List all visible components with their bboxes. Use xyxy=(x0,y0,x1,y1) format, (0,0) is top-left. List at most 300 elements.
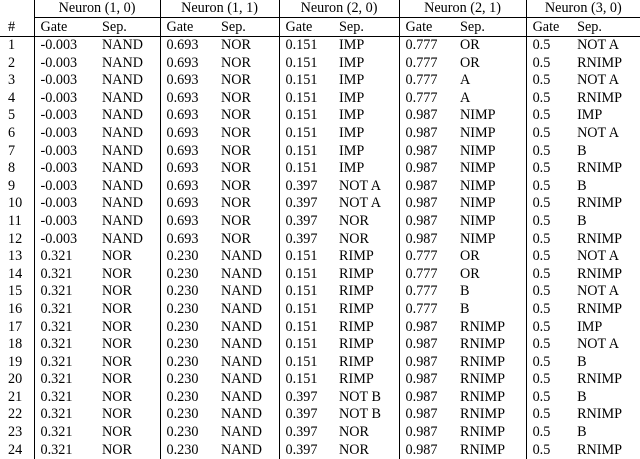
header-spacer xyxy=(0,0,34,18)
gate-value-cell: 0.987 xyxy=(399,143,454,161)
sep-value-cell: RNIMP xyxy=(571,231,640,249)
sep-value-cell: NOR xyxy=(96,248,160,266)
gate-value-cell: 0.230 xyxy=(160,424,215,442)
sep-value-cell: NAND xyxy=(96,231,160,249)
sep-value-cell: IMP xyxy=(571,107,640,125)
gate-value-cell: 0.5 xyxy=(526,266,571,284)
sep-value-cell: NOR xyxy=(333,231,399,249)
sep-value-cell: NOR xyxy=(215,143,279,161)
gate-value-cell: -0.003 xyxy=(34,178,96,196)
row-number-cell: 24 xyxy=(0,442,34,459)
gate-value-cell: 0.987 xyxy=(399,319,454,337)
gate-value-cell: 0.230 xyxy=(160,301,215,319)
gate-value-cell: 0.987 xyxy=(399,371,454,389)
sep-value-cell: RNIMP xyxy=(454,424,526,442)
table-row xyxy=(0,72,640,90)
sep-value-cell: NIMP xyxy=(454,160,526,178)
gate-value-cell: 0.230 xyxy=(160,319,215,337)
gate-value-cell: -0.003 xyxy=(34,37,96,55)
gate-value-cell: 0.151 xyxy=(279,143,333,161)
sep-value-cell: NOT B xyxy=(333,406,399,424)
gate-value-cell: 0.987 xyxy=(399,107,454,125)
sep-value-cell: NAND xyxy=(215,319,279,337)
gate-value-cell: 0.987 xyxy=(399,231,454,249)
gate-header: Gate xyxy=(526,18,571,37)
row-number-cell: 16 xyxy=(0,301,34,319)
row-number-cell: 13 xyxy=(0,248,34,266)
sep-value-cell: B xyxy=(571,389,640,407)
table-row xyxy=(0,354,640,372)
gate-value-cell: 0.151 xyxy=(279,266,333,284)
gate-value-cell: 0.777 xyxy=(399,37,454,55)
sep-value-cell: NAND xyxy=(215,301,279,319)
sep-value-cell: NOT A xyxy=(571,283,640,301)
sep-value-cell: IMP xyxy=(571,319,640,337)
sep-value-cell: NOR xyxy=(96,301,160,319)
gate-value-cell: 0.987 xyxy=(399,389,454,407)
gate-value-cell: 0.693 xyxy=(160,213,215,231)
sep-value-cell: NAND xyxy=(96,178,160,196)
gate-value-cell: 0.777 xyxy=(399,266,454,284)
gate-value-cell: -0.003 xyxy=(34,195,96,213)
sep-value-cell: NOT B xyxy=(333,389,399,407)
gate-value-cell: 0.987 xyxy=(399,336,454,354)
table-row xyxy=(0,319,640,337)
gate-value-cell: 0.987 xyxy=(399,178,454,196)
sep-header: Sep. xyxy=(333,18,399,37)
sep-value-cell: RNIMP xyxy=(571,301,640,319)
gate-value-cell: 0.397 xyxy=(279,406,333,424)
table-row xyxy=(0,266,640,284)
gate-value-cell: 0.321 xyxy=(34,371,96,389)
gate-value-cell: 0.151 xyxy=(279,90,333,108)
row-number-cell: 11 xyxy=(0,213,34,231)
neuron-header-1-1: Neuron (1, 1) xyxy=(160,0,279,18)
sep-value-cell: IMP xyxy=(333,90,399,108)
sep-value-cell: NOR xyxy=(96,336,160,354)
sep-value-cell: NOR xyxy=(215,213,279,231)
gate-value-cell: 0.5 xyxy=(526,72,571,90)
sep-value-cell: B xyxy=(571,354,640,372)
row-number-cell: 22 xyxy=(0,406,34,424)
sep-value-cell: B xyxy=(571,143,640,161)
gate-value-cell: 0.151 xyxy=(279,72,333,90)
row-number-cell: 8 xyxy=(0,160,34,178)
gate-header: Gate xyxy=(160,18,215,37)
row-number-cell: 14 xyxy=(0,266,34,284)
sep-value-cell: RNIMP xyxy=(454,389,526,407)
gate-value-cell: 0.693 xyxy=(160,178,215,196)
gate-value-cell: 0.5 xyxy=(526,336,571,354)
gate-value-cell: 0.5 xyxy=(526,55,571,73)
row-number-cell: 3 xyxy=(0,72,34,90)
table-row xyxy=(0,371,640,389)
gate-value-cell: -0.003 xyxy=(34,125,96,143)
gate-value-cell: 0.5 xyxy=(526,125,571,143)
row-number-cell: 15 xyxy=(0,283,34,301)
table-row xyxy=(0,143,640,161)
gate-value-cell: 0.151 xyxy=(279,354,333,372)
gate-value-cell: -0.003 xyxy=(34,160,96,178)
row-number-cell: 9 xyxy=(0,178,34,196)
table-row xyxy=(0,125,640,143)
sep-value-cell: IMP xyxy=(333,125,399,143)
sep-value-cell: NOR xyxy=(96,266,160,284)
gate-value-cell: 0.397 xyxy=(279,213,333,231)
gate-value-cell: 0.5 xyxy=(526,442,571,459)
gate-value-cell: 0.397 xyxy=(279,195,333,213)
row-number-cell: 19 xyxy=(0,354,34,372)
gate-value-cell: 0.230 xyxy=(160,389,215,407)
neuron-header-3-0: Neuron (3, 0) xyxy=(526,0,640,18)
sep-value-cell: NAND xyxy=(96,55,160,73)
sep-value-cell: NOT A xyxy=(571,72,640,90)
row-number-cell: 20 xyxy=(0,371,34,389)
sep-value-cell: NAND xyxy=(96,37,160,55)
gate-value-cell: 0.321 xyxy=(34,301,96,319)
gate-value-cell: 0.5 xyxy=(526,90,571,108)
table-row xyxy=(0,90,640,108)
gate-value-cell: 0.5 xyxy=(526,213,571,231)
gate-value-cell: 0.230 xyxy=(160,283,215,301)
sep-value-cell: NOR xyxy=(96,354,160,372)
gate-value-cell: 0.987 xyxy=(399,442,454,459)
gate-value-cell: 0.151 xyxy=(279,107,333,125)
sep-value-cell: RIMP xyxy=(333,283,399,301)
table-row xyxy=(0,107,640,125)
gate-value-cell: 0.777 xyxy=(399,301,454,319)
gate-value-cell: -0.003 xyxy=(34,90,96,108)
gate-value-cell: 0.987 xyxy=(399,354,454,372)
sep-header: Sep. xyxy=(571,18,640,37)
gate-value-cell: 0.693 xyxy=(160,125,215,143)
gate-value-cell: 0.230 xyxy=(160,371,215,389)
row-number-header: # xyxy=(0,18,34,37)
sep-value-cell: NAND xyxy=(215,336,279,354)
sep-value-cell: RNIMP xyxy=(454,354,526,372)
gate-value-cell: 0.151 xyxy=(279,336,333,354)
sep-header: Sep. xyxy=(454,18,526,37)
row-number-cell: 17 xyxy=(0,319,34,337)
gate-value-cell: 0.5 xyxy=(526,354,571,372)
table-row xyxy=(0,160,640,178)
gate-value-cell: 0.151 xyxy=(279,248,333,266)
sep-value-cell: OR xyxy=(454,37,526,55)
gate-value-cell: 0.693 xyxy=(160,195,215,213)
sep-value-cell: RNIMP xyxy=(571,90,640,108)
sep-value-cell: NOT A xyxy=(571,37,640,55)
row-number-cell: 12 xyxy=(0,231,34,249)
sep-value-cell: NIMP xyxy=(454,125,526,143)
sep-value-cell: B xyxy=(571,424,640,442)
sep-value-cell: NAND xyxy=(215,371,279,389)
sep-value-cell: NAND xyxy=(96,125,160,143)
gate-value-cell: 0.230 xyxy=(160,442,215,459)
row-number-cell: 5 xyxy=(0,107,34,125)
gate-value-cell: 0.693 xyxy=(160,160,215,178)
column-header-row xyxy=(0,18,640,37)
gate-value-cell: 0.987 xyxy=(399,213,454,231)
gate-value-cell: 0.5 xyxy=(526,37,571,55)
sep-value-cell: NAND xyxy=(96,143,160,161)
gate-value-cell: -0.003 xyxy=(34,213,96,231)
gate-value-cell: 0.5 xyxy=(526,283,571,301)
sep-value-cell: RIMP xyxy=(333,301,399,319)
table-row xyxy=(0,37,640,55)
gate-value-cell: 0.5 xyxy=(526,301,571,319)
gate-value-cell: 0.230 xyxy=(160,336,215,354)
sep-value-cell: NOR xyxy=(96,319,160,337)
table-row xyxy=(0,442,640,459)
gate-value-cell: -0.003 xyxy=(34,72,96,90)
gate-value-cell: 0.987 xyxy=(399,125,454,143)
sep-value-cell: RNIMP xyxy=(454,336,526,354)
gate-value-cell: 0.397 xyxy=(279,231,333,249)
sep-header: Sep. xyxy=(215,18,279,37)
gate-header: Gate xyxy=(399,18,454,37)
sep-value-cell: NIMP xyxy=(454,213,526,231)
gate-value-cell: 0.693 xyxy=(160,37,215,55)
sep-value-cell: RNIMP xyxy=(454,371,526,389)
gate-value-cell: 0.5 xyxy=(526,143,571,161)
sep-value-cell: NIMP xyxy=(454,231,526,249)
gate-value-cell: 0.397 xyxy=(279,442,333,459)
sep-value-cell: NOR xyxy=(96,406,160,424)
gate-value-cell: 0.693 xyxy=(160,90,215,108)
gate-value-cell: 0.987 xyxy=(399,406,454,424)
table-row xyxy=(0,55,640,73)
sep-value-cell: RNIMP xyxy=(454,319,526,337)
gate-value-cell: 0.777 xyxy=(399,90,454,108)
sep-value-cell: RIMP xyxy=(333,266,399,284)
gate-value-cell: 0.397 xyxy=(279,424,333,442)
sep-value-cell: NAND xyxy=(96,213,160,231)
sep-value-cell: NAND xyxy=(215,389,279,407)
sep-value-cell: NOR xyxy=(215,107,279,125)
sep-value-cell: IMP xyxy=(333,143,399,161)
sep-value-cell: OR xyxy=(454,55,526,73)
gate-value-cell: 0.321 xyxy=(34,354,96,372)
sep-value-cell: NOR xyxy=(215,195,279,213)
table-row xyxy=(0,213,640,231)
gate-value-cell: 0.151 xyxy=(279,319,333,337)
sep-value-cell: RIMP xyxy=(333,336,399,354)
sep-value-cell: NAND xyxy=(96,160,160,178)
gate-value-cell: 0.5 xyxy=(526,424,571,442)
sep-value-cell: NIMP xyxy=(454,107,526,125)
table-row xyxy=(0,424,640,442)
neuron-header-2-1: Neuron (2, 1) xyxy=(399,0,526,18)
sep-value-cell: NOT A xyxy=(333,178,399,196)
row-number-cell: 7 xyxy=(0,143,34,161)
sep-value-cell: B xyxy=(454,301,526,319)
sep-value-cell: RNIMP xyxy=(571,442,640,459)
gate-value-cell: 0.693 xyxy=(160,231,215,249)
gate-value-cell: 0.321 xyxy=(34,442,96,459)
sep-value-cell: A xyxy=(454,90,526,108)
sep-value-cell: RNIMP xyxy=(571,406,640,424)
gate-value-cell: 0.151 xyxy=(279,55,333,73)
sep-value-cell: NOR xyxy=(96,389,160,407)
sep-value-cell: NAND xyxy=(215,424,279,442)
gate-value-cell: 0.693 xyxy=(160,55,215,73)
sep-value-cell: RNIMP xyxy=(454,406,526,424)
gate-value-cell: 0.5 xyxy=(526,231,571,249)
gate-value-cell: 0.321 xyxy=(34,424,96,442)
sep-value-cell: NAND xyxy=(215,248,279,266)
sep-value-cell: NOR xyxy=(333,213,399,231)
sep-value-cell: RNIMP xyxy=(571,371,640,389)
sep-value-cell: NIMP xyxy=(454,195,526,213)
sep-value-cell: NOR xyxy=(215,178,279,196)
gate-value-cell: 0.5 xyxy=(526,107,571,125)
sep-value-cell: IMP xyxy=(333,160,399,178)
sep-value-cell: NAND xyxy=(215,283,279,301)
gate-value-cell: -0.003 xyxy=(34,231,96,249)
gate-value-cell: 0.151 xyxy=(279,37,333,55)
sep-value-cell: RNIMP xyxy=(571,266,640,284)
table-row xyxy=(0,406,640,424)
sep-value-cell: A xyxy=(454,72,526,90)
table-row xyxy=(0,283,640,301)
gate-value-cell: 0.987 xyxy=(399,424,454,442)
sep-value-cell: NOR xyxy=(96,371,160,389)
row-number-cell: 23 xyxy=(0,424,34,442)
sep-value-cell: NOR xyxy=(215,160,279,178)
sep-value-cell: NOR xyxy=(333,442,399,459)
sep-value-cell: IMP xyxy=(333,107,399,125)
gate-value-cell: 0.321 xyxy=(34,336,96,354)
sep-value-cell: RNIMP xyxy=(571,160,640,178)
gate-value-cell: 0.777 xyxy=(399,248,454,266)
sep-header: Sep. xyxy=(96,18,160,37)
gate-value-cell: 0.693 xyxy=(160,143,215,161)
gate-value-cell: -0.003 xyxy=(34,143,96,161)
gate-value-cell: 0.5 xyxy=(526,371,571,389)
sep-value-cell: RIMP xyxy=(333,371,399,389)
row-number-cell: 21 xyxy=(0,389,34,407)
sep-value-cell: NIMP xyxy=(454,178,526,196)
sep-value-cell: NOR xyxy=(215,125,279,143)
sep-value-cell: RNIMP xyxy=(571,195,640,213)
table-row xyxy=(0,389,640,407)
table-row xyxy=(0,178,640,196)
table-body xyxy=(0,37,640,459)
table-row xyxy=(0,231,640,249)
sep-value-cell: NOT A xyxy=(571,248,640,266)
gate-value-cell: 0.777 xyxy=(399,283,454,301)
gate-value-cell: 0.151 xyxy=(279,283,333,301)
gate-value-cell: 0.5 xyxy=(526,406,571,424)
sep-value-cell: RNIMP xyxy=(454,442,526,459)
gate-value-cell: 0.321 xyxy=(34,283,96,301)
row-number-cell: 6 xyxy=(0,125,34,143)
sep-value-cell: OR xyxy=(454,248,526,266)
sep-value-cell: NOR xyxy=(96,283,160,301)
sep-value-cell: NIMP xyxy=(454,143,526,161)
sep-value-cell: NAND xyxy=(96,90,160,108)
gate-value-cell: 0.321 xyxy=(34,389,96,407)
gate-value-cell: 0.321 xyxy=(34,406,96,424)
table-row xyxy=(0,301,640,319)
sep-value-cell: NAND xyxy=(215,354,279,372)
sep-value-cell: NAND xyxy=(215,266,279,284)
gate-value-cell: 0.987 xyxy=(399,160,454,178)
gate-value-cell: 0.151 xyxy=(279,160,333,178)
row-number-cell: 10 xyxy=(0,195,34,213)
sep-value-cell: IMP xyxy=(333,72,399,90)
sep-value-cell: NOR xyxy=(215,72,279,90)
row-number-cell: 4 xyxy=(0,90,34,108)
gate-value-cell: 0.5 xyxy=(526,195,571,213)
gate-value-cell: 0.5 xyxy=(526,178,571,196)
gate-value-cell: 0.230 xyxy=(160,406,215,424)
sep-value-cell: NOR xyxy=(215,37,279,55)
sep-value-cell: NAND xyxy=(215,442,279,459)
neuron-header-row xyxy=(0,0,640,18)
sep-value-cell: NOR xyxy=(215,231,279,249)
gate-value-cell: 0.987 xyxy=(399,195,454,213)
sep-value-cell: IMP xyxy=(333,37,399,55)
gate-value-cell: 0.151 xyxy=(279,371,333,389)
gate-value-cell: 0.151 xyxy=(279,125,333,143)
sep-value-cell: NOR xyxy=(215,55,279,73)
sep-value-cell: B xyxy=(571,213,640,231)
row-number-cell: 2 xyxy=(0,55,34,73)
gate-value-cell: 0.151 xyxy=(279,301,333,319)
table-row xyxy=(0,248,640,266)
sep-value-cell: RIMP xyxy=(333,248,399,266)
gate-value-cell: -0.003 xyxy=(34,107,96,125)
sep-value-cell: NOT A xyxy=(571,336,640,354)
gate-header: Gate xyxy=(34,18,96,37)
gate-value-cell: 0.5 xyxy=(526,248,571,266)
gate-value-cell: 0.5 xyxy=(526,389,571,407)
sep-value-cell: RIMP xyxy=(333,354,399,372)
row-number-cell: 1 xyxy=(0,37,34,55)
gate-value-cell: 0.777 xyxy=(399,55,454,73)
gate-value-cell: 0.397 xyxy=(279,389,333,407)
sep-value-cell: NAND xyxy=(215,406,279,424)
sep-value-cell: NOR xyxy=(96,442,160,459)
sep-value-cell: NOR xyxy=(96,424,160,442)
sep-value-cell: NAND xyxy=(96,72,160,90)
sep-value-cell: B xyxy=(454,283,526,301)
sep-value-cell: NOT A xyxy=(333,195,399,213)
table-row xyxy=(0,195,640,213)
gate-value-cell: 0.693 xyxy=(160,107,215,125)
gate-header: Gate xyxy=(279,18,333,37)
sep-value-cell: OR xyxy=(454,266,526,284)
gate-value-cell: 0.397 xyxy=(279,178,333,196)
gate-value-cell: 0.321 xyxy=(34,248,96,266)
gate-value-cell: 0.693 xyxy=(160,72,215,90)
gate-value-cell: -0.003 xyxy=(34,55,96,73)
table-row xyxy=(0,336,640,354)
gate-value-cell: 0.5 xyxy=(526,319,571,337)
row-number-cell: 18 xyxy=(0,336,34,354)
sep-value-cell: B xyxy=(571,178,640,196)
gate-value-cell: 0.230 xyxy=(160,248,215,266)
gate-value-cell: 0.777 xyxy=(399,72,454,90)
neuron-header-2-0: Neuron (2, 0) xyxy=(279,0,399,18)
sep-value-cell: NOR xyxy=(215,90,279,108)
sep-value-cell: RIMP xyxy=(333,319,399,337)
sep-value-cell: IMP xyxy=(333,55,399,73)
sep-value-cell: RNIMP xyxy=(571,55,640,73)
sep-value-cell: NAND xyxy=(96,195,160,213)
gate-value-cell: 0.321 xyxy=(34,266,96,284)
